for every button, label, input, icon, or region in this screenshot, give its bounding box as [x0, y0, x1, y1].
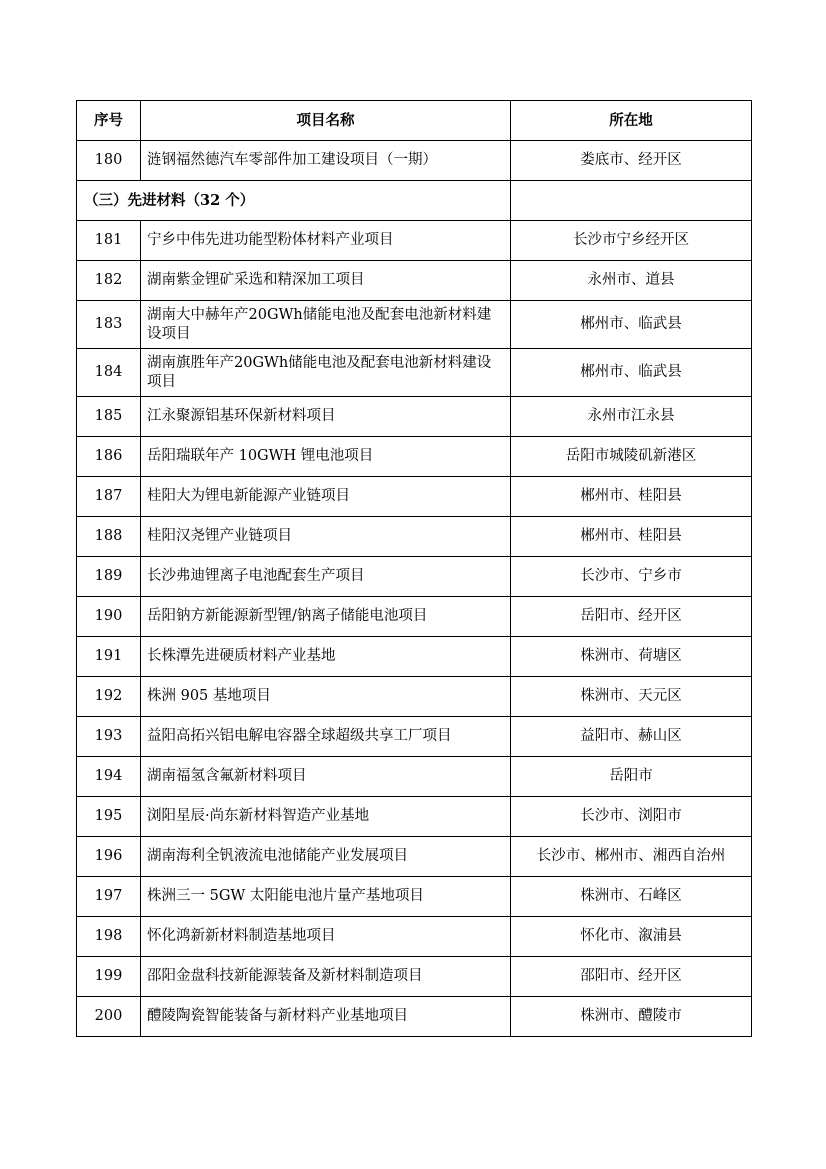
row-name: 江永聚源铝基环保新材料项目 — [141, 397, 511, 437]
row-name: 湖南海利全钒液流电池储能产业发展项目 — [141, 837, 511, 877]
row-location: 邵阳市、经开区 — [511, 957, 752, 997]
row-seq: 196 — [77, 837, 141, 877]
row-seq: 194 — [77, 757, 141, 797]
table-header-row — [77, 101, 752, 141]
row-seq: 185 — [77, 397, 141, 437]
row-seq: 183 — [77, 301, 141, 349]
table-row — [77, 301, 752, 349]
section-empty-cell — [511, 181, 752, 221]
table-row — [77, 797, 752, 837]
row-location: 郴州市、临武县 — [511, 349, 752, 397]
row-location: 株洲市、荷塘区 — [511, 637, 752, 677]
row-location: 娄底市、经开区 — [511, 141, 752, 181]
row-seq: 198 — [77, 917, 141, 957]
row-location: 郴州市、桂阳县 — [511, 477, 752, 517]
table-row — [77, 349, 752, 397]
row-name: 宁乡中伟先进功能型粉体材料产业项目 — [141, 221, 511, 261]
row-seq: 187 — [77, 477, 141, 517]
table-row — [77, 637, 752, 677]
row-seq: 191 — [77, 637, 141, 677]
table-row — [77, 557, 752, 597]
row-name: 桂阳汉尧锂产业链项目 — [141, 517, 511, 557]
table-row — [77, 717, 752, 757]
header-name: 项目名称 — [141, 101, 511, 141]
section-title: （三）先进材料（32 个） — [77, 181, 511, 221]
header-location: 所在地 — [511, 101, 752, 141]
row-location: 株洲市、天元区 — [511, 677, 752, 717]
row-seq: 184 — [77, 349, 141, 397]
row-seq: 192 — [77, 677, 141, 717]
row-name: 醴陵陶瓷智能装备与新材料产业基地项目 — [141, 997, 511, 1037]
row-name: 湖南大中赫年产20GWh储能电池及配套电池新材料建设项目 — [141, 301, 511, 349]
row-name: 湖南紫金锂矿采选和精深加工项目 — [141, 261, 511, 301]
table-row — [77, 997, 752, 1037]
row-name: 怀化鸿新新材料制造基地项目 — [141, 917, 511, 957]
row-location: 永州市江永县 — [511, 397, 752, 437]
table-row — [77, 397, 752, 437]
row-location: 永州市、道县 — [511, 261, 752, 301]
table-row — [77, 477, 752, 517]
section-row — [77, 181, 752, 221]
row-seq: 195 — [77, 797, 141, 837]
row-location: 益阳市、赫山区 — [511, 717, 752, 757]
row-name: 株洲三一 5GW 太阳能电池片量产基地项目 — [141, 877, 511, 917]
row-location: 岳阳市城陵矶新港区 — [511, 437, 752, 477]
row-name: 邵阳金盘科技新能源装备及新材料制造项目 — [141, 957, 511, 997]
row-location: 长沙市宁乡经开区 — [511, 221, 752, 261]
row-seq: 197 — [77, 877, 141, 917]
table-row — [77, 517, 752, 557]
table-row — [77, 141, 752, 181]
row-name: 岳阳钠方新能源新型锂/钠离子储能电池项目 — [141, 597, 511, 637]
table-row — [77, 917, 752, 957]
row-name: 湖南旗胜年产20GWh储能电池及配套电池新材料建设项目 — [141, 349, 511, 397]
row-name: 长株潭先进硬质材料产业基地 — [141, 637, 511, 677]
row-location: 岳阳市 — [511, 757, 752, 797]
table-row — [77, 221, 752, 261]
table-row — [77, 261, 752, 301]
table-row — [77, 597, 752, 637]
row-name: 涟钢福然德汽车零部件加工建设项目（一期） — [141, 141, 511, 181]
row-seq: 188 — [77, 517, 141, 557]
row-seq: 199 — [77, 957, 141, 997]
table-row — [77, 957, 752, 997]
row-location: 郴州市、临武县 — [511, 301, 752, 349]
table-row — [77, 877, 752, 917]
row-name: 湖南福氢含氟新材料项目 — [141, 757, 511, 797]
row-location: 郴州市、桂阳县 — [511, 517, 752, 557]
row-seq: 182 — [77, 261, 141, 301]
table-row — [77, 437, 752, 477]
row-location: 长沙市、宁乡市 — [511, 557, 752, 597]
row-seq: 186 — [77, 437, 141, 477]
row-name: 长沙弗迪锂离子电池配套生产项目 — [141, 557, 511, 597]
row-location: 怀化市、溆浦县 — [511, 917, 752, 957]
row-seq: 193 — [77, 717, 141, 757]
row-location: 岳阳市、经开区 — [511, 597, 752, 637]
table-row — [77, 677, 752, 717]
row-name: 桂阳大为锂电新能源产业链项目 — [141, 477, 511, 517]
row-name: 株洲 905 基地项目 — [141, 677, 511, 717]
row-seq: 180 — [77, 141, 141, 181]
row-location: 株洲市、石峰区 — [511, 877, 752, 917]
row-location: 长沙市、浏阳市 — [511, 797, 752, 837]
row-name: 岳阳瑞联年产 10GWH 锂电池项目 — [141, 437, 511, 477]
row-seq: 181 — [77, 221, 141, 261]
row-name: 益阳高拓兴铝电解电容器全球超级共享工厂项目 — [141, 717, 511, 757]
row-name: 浏阳星辰·尚东新材料智造产业基地 — [141, 797, 511, 837]
row-location: 长沙市、郴州市、湘西自治州 — [511, 837, 752, 877]
project-table — [76, 100, 752, 1037]
table-row — [77, 837, 752, 877]
row-seq: 200 — [77, 997, 141, 1037]
row-seq: 190 — [77, 597, 141, 637]
header-seq: 序号 — [77, 101, 141, 141]
row-location: 株洲市、醴陵市 — [511, 997, 752, 1037]
table-row — [77, 757, 752, 797]
row-seq: 189 — [77, 557, 141, 597]
